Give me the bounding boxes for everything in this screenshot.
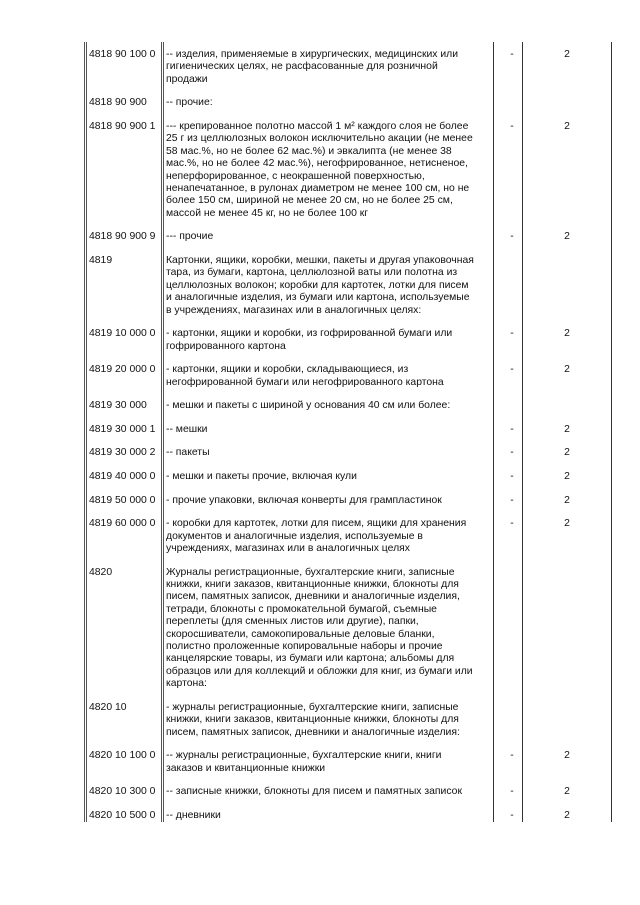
row-description: - мешки и пакеты с шириной у основания 40 см или более:: [166, 400, 451, 412]
row-description: - коробки для картотек, лотки для писем, ящики для хранения документов и аналогичные изделия, используемые в учреждениях, магазинах или в аналогичных целях: [166, 518, 467, 555]
row-rate: 2: [564, 231, 570, 243]
row-rate: 2: [564, 494, 570, 506]
row-description: -- дневники: [166, 809, 221, 821]
row-description: -- прочие:: [166, 97, 213, 109]
row-description: -- журналы регистрационные, бухгалтерские книги, книги заказов и квитанционные книжки: [166, 750, 442, 774]
row-description: - картонки, ящики и коробки, складывающиеся, из негофрированной бумаги или негофрированного картона: [166, 364, 444, 388]
row-unit: -: [510, 423, 514, 435]
row-description: -- мешки: [166, 423, 208, 435]
table-row: [86, 400, 611, 424]
row-unit: -: [510, 49, 514, 60]
table-border-right: [611, 42, 612, 822]
tariff-table: [86, 42, 611, 822]
row-description: - картонки, ящики и коробки, из гофрированной бумаги или гофрированного картона: [166, 328, 453, 352]
row-rate: 2: [564, 471, 570, 483]
row-code: 4819 30 000 1: [89, 423, 156, 435]
row-code: 4818 90 900: [89, 97, 147, 109]
row-code: 4819 30 000 2: [89, 447, 156, 459]
table-rows: [86, 49, 611, 833]
table-row: [86, 471, 611, 495]
row-code: 4819 60 000 0: [89, 518, 156, 530]
table-row: [86, 702, 611, 750]
table-row: [86, 447, 611, 471]
row-description: -- пакеты: [166, 447, 210, 459]
row-description: --- крепированное полотно массой 1 м² каждого слоя не более 25 г из целлюлозных волокон исключительно акации (не менее 58 мас.%, но не более 62 мас.%) и эвкалипта (не менее 38 мас.%, но не более 42 мас.%), негофрированное, нетисненое, неперфорированное, с неокрашенной поверхностью, ненапечатанное, в рулонах диаметром не менее 100 см, но не более 150 см, шириной не менее 20 см, но не более 25 см, массой не менее 45 кг, но не более 100 кг: [166, 121, 473, 219]
row-description: - прочие упаковки, включая конверты для грампластинок: [166, 494, 442, 506]
table-row: [86, 49, 611, 97]
row-code: 4820 10: [89, 701, 127, 713]
table-row: [86, 810, 611, 834]
row-code: 4820 10 300 0: [89, 786, 156, 798]
row-code: 4820 10 500 0: [89, 809, 156, 821]
row-unit: -: [510, 121, 514, 132]
row-rate: 2: [564, 809, 570, 821]
row-rate: 2: [564, 750, 570, 762]
row-unit: -: [510, 231, 514, 243]
row-rate: 2: [564, 121, 570, 132]
row-unit: -: [510, 494, 514, 506]
row-unit: -: [510, 447, 514, 459]
row-rate: 2: [564, 364, 570, 376]
row-description: Журналы регистрационные, бухгалтерские книги, записные книжки, книги заказов, квитанционные книжки, блокноты для писем, памятных записок, дневники и аналогичные изделия, тетради, блокноты с промокательной бумагой, съемные переплеты (для сменных листов или другие), папки, скоросшиватели, самокопировальные деловые бланки, полистно проложенные копировальные наборы и прочие канцелярские товары, из бумаги или картона; альбомы для образцов или для коллекций и обложки для книг, из бумаги или картона:: [166, 566, 473, 690]
table-row: [86, 518, 611, 566]
table-row: [86, 328, 611, 364]
row-code: 4819 10 000 0: [89, 328, 156, 340]
row-unit: -: [510, 809, 514, 821]
row-rate: 2: [564, 786, 570, 798]
row-unit: -: [510, 518, 514, 530]
row-unit: -: [510, 328, 514, 340]
row-description: -- изделия, применяемые в хирургических, медицинских или гигиенических целях, не расфасованные для розничной продажи: [166, 49, 459, 85]
row-description: - журналы регистрационные, бухгалтерские книги, записные книжки, книги заказов, квитанционные книжки, блокноты для писем, памятных записок, дневники и аналогичные изделия:: [166, 701, 460, 738]
row-unit: -: [510, 750, 514, 762]
row-rate: 2: [564, 423, 570, 435]
row-code: 4818 90 900 1: [89, 121, 156, 132]
row-code: 4819 50 000 0: [89, 494, 156, 506]
row-code: 4819 20 000 0: [89, 364, 156, 376]
table-row: [86, 567, 611, 702]
row-description: Картонки, ящики, коробки, мешки, пакеты и другая упаковочная тара, из бумаги, картона, целлюлозной ваты или полотна из целлюлозных волокон; коробки для картотек, лотки для писем и аналогичные изделия, из бумаги или картона, используемые в учреждениях, магазинах или в аналогичных целях:: [166, 255, 474, 316]
table-row: [86, 97, 611, 121]
row-code: 4819: [89, 255, 113, 267]
table-row: [86, 786, 611, 810]
row-description: --- прочие: [166, 231, 214, 243]
row-code: 4819 30 000: [89, 400, 147, 412]
table-row: [86, 231, 611, 255]
table-row: [86, 255, 611, 328]
row-unit: -: [510, 471, 514, 483]
row-rate: 2: [564, 518, 570, 530]
table-row: [86, 750, 611, 786]
row-rate: 2: [564, 328, 570, 340]
row-code: 4819 40 000 0: [89, 471, 156, 483]
table-row: [86, 121, 611, 231]
table-row: [86, 495, 611, 519]
row-unit: -: [510, 786, 514, 798]
row-code: 4820 10 100 0: [89, 750, 156, 762]
table-row: [86, 424, 611, 448]
row-description: -- записные книжки, блокноты для писем и памятных записок: [166, 786, 463, 798]
row-code: 4818 90 900 9: [89, 231, 156, 243]
row-code: 4820: [89, 566, 113, 578]
table-row: [86, 364, 611, 400]
row-rate: 2: [564, 49, 570, 60]
row-unit: -: [510, 364, 514, 376]
row-description: - мешки и пакеты прочие, включая кули: [166, 471, 357, 483]
row-rate: 2: [564, 447, 570, 459]
row-code: 4818 90 100 0: [89, 49, 156, 60]
